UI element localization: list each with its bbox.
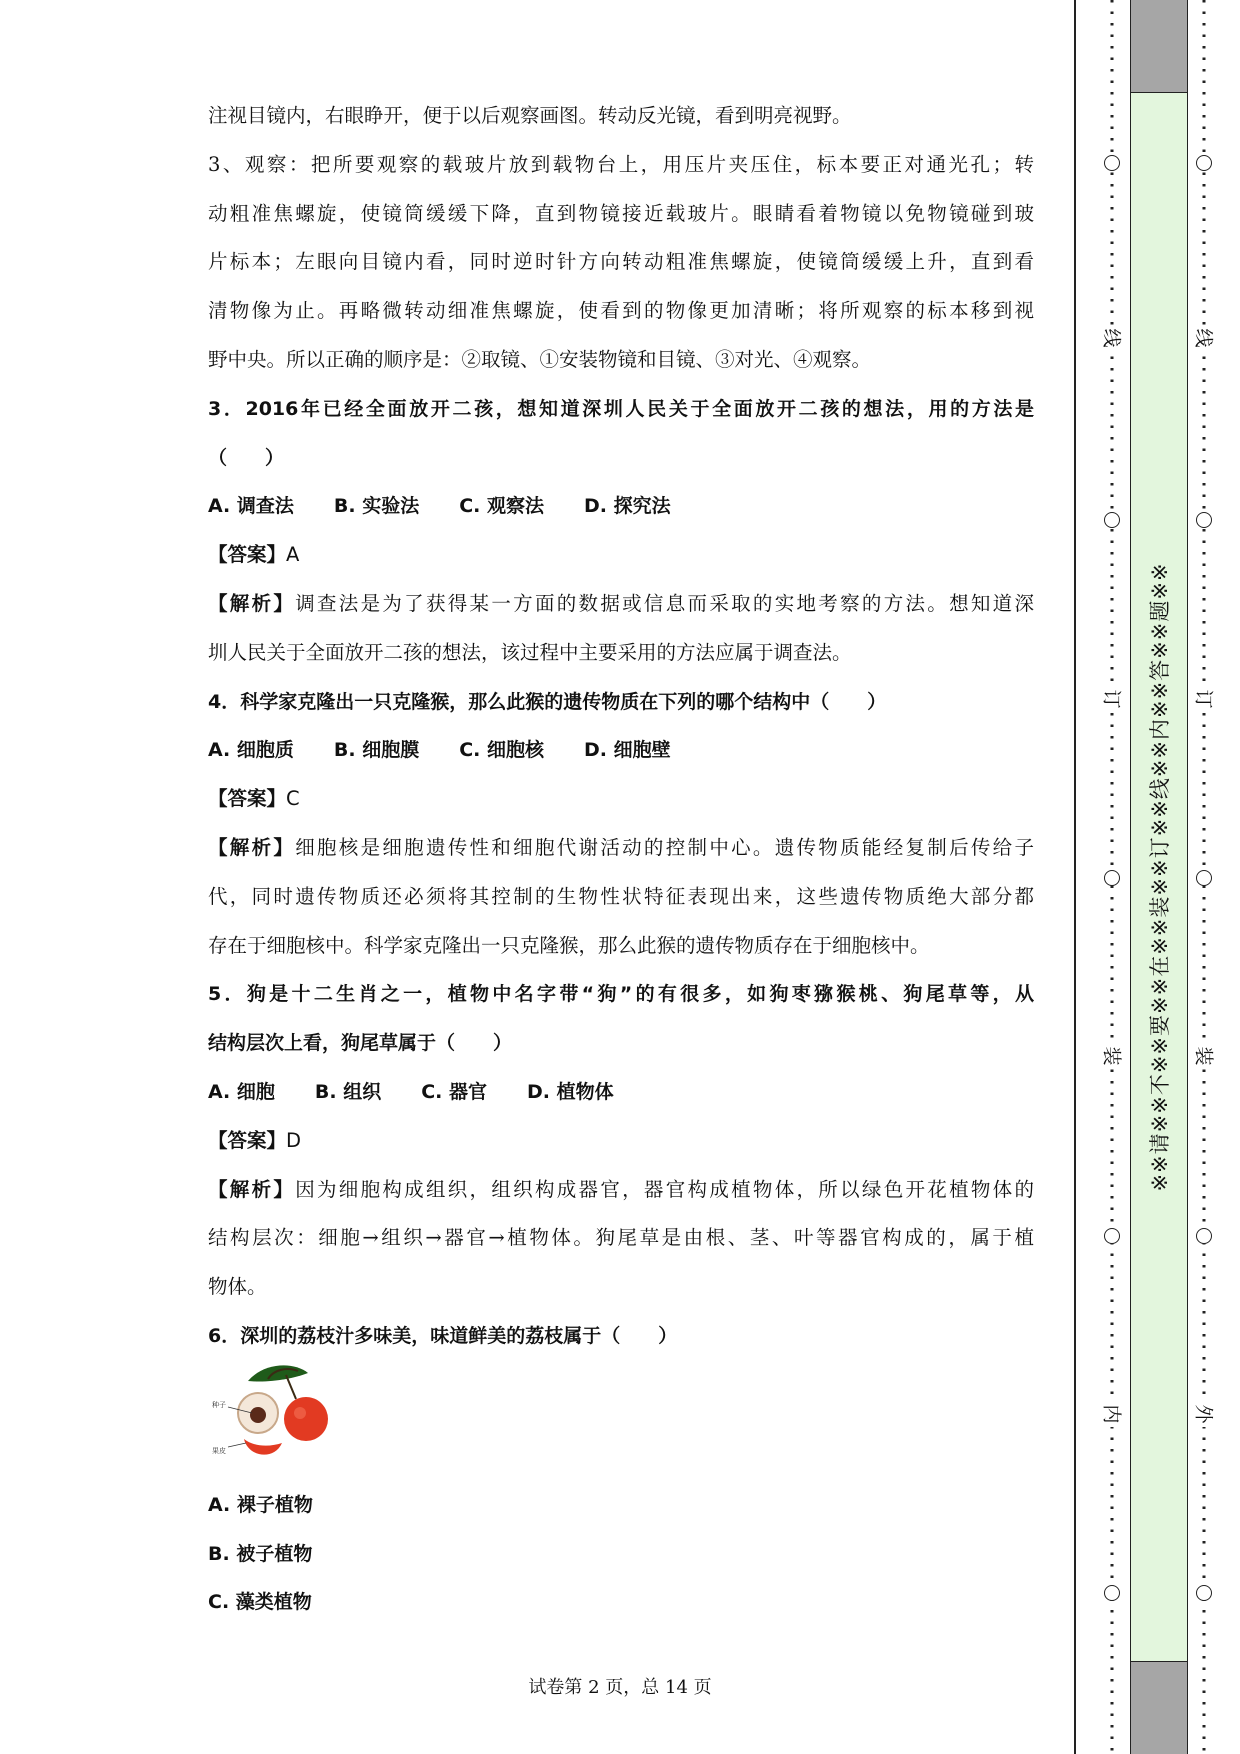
- question-4-options: [208, 726, 1034, 775]
- answer-label: 【答案】: [208, 543, 287, 567]
- text-line: 动粗准焦螺旋，使镜筒缓缓下降，直到物镜接近载玻片。眼睛看着物镜以免物镜碰到玻: [208, 201, 1034, 225]
- binding-hole-circle: [1104, 512, 1120, 528]
- strip-gray-top: [1131, 0, 1187, 92]
- binding-mark-ding: 订: [1191, 686, 1217, 712]
- question-6-option-c: C. 藻类植物: [208, 1591, 312, 1614]
- binding-hole-circle: [1196, 1228, 1212, 1244]
- lychee-seed: [250, 1407, 266, 1423]
- binding-notice-strip: [1130, 0, 1188, 1754]
- option-a: A. 细胞质: [208, 739, 294, 762]
- question-5-stem: 5．狗是十二生肖之一，植物中名字带“狗”的有很多，如狗枣猕猴桃、狗尾草等，从: [208, 983, 1034, 1006]
- text-line: 3、观察：把所要观察的载玻片放到载物台上，用压片夹压住，标本要正对通光孔；转: [208, 152, 1034, 176]
- lychee-whole-fruit: [284, 1397, 328, 1441]
- binding-mark-zhuang: 装: [1099, 1043, 1125, 1069]
- question-4-answer: [208, 775, 1034, 824]
- question-6-option-a: A. 裸子植物: [208, 1493, 313, 1516]
- lychee-stalk: [286, 1375, 296, 1399]
- question-5-stem-cont: 结构层次上看，狗尾草属于（ ）: [208, 1032, 513, 1055]
- binding-mark-line: 线: [1191, 325, 1217, 351]
- question-6-stem: 6．深圳的荔枝汁多味美，味道鲜美的荔枝属于（ ）: [208, 1324, 678, 1347]
- option-d: D. 探究法: [584, 495, 671, 518]
- answer-value: A: [286, 543, 300, 567]
- option-d: D. 细胞壁: [584, 739, 671, 762]
- answer-label: 【答案】: [208, 787, 287, 811]
- binding-hole-circle: [1104, 155, 1120, 171]
- binding-hole-circle: [1196, 870, 1212, 886]
- option-d: D. 植物体: [527, 1080, 614, 1103]
- lychee-leaf: [248, 1365, 308, 1381]
- option-c: C. 器官: [421, 1080, 487, 1103]
- page-footer: 试卷第 2 页，总 14 页: [528, 1677, 712, 1698]
- option-c: C. 细胞核: [459, 739, 544, 762]
- answer-value: C: [286, 787, 300, 811]
- analysis-text: 代，同时遗传物质还必须将其控制的生物性状特征表现出来，这些遗传物质绝大部分都: [208, 884, 1034, 908]
- option-a: A. 调查法: [208, 495, 294, 518]
- analysis-text: 结构层次：细胞→组织→器官→植物体。狗尾草是由根、茎、叶等器官构成的，属于植: [208, 1226, 1034, 1250]
- text-line: 野中央。所以正确的顺序是：②取镜、①安装物镜和目镜、③对光、④观察。: [208, 347, 872, 371]
- analysis-text: 调查法是为了获得某一方面的数据或信息而采取的实地考察的方法。想知道深: [295, 591, 1034, 615]
- binding-hole-circle: [1104, 1585, 1120, 1601]
- option-b: B. 组织: [314, 1080, 382, 1103]
- binding-hole-circle: [1196, 512, 1212, 528]
- question-6-option-b: B. 被子植物: [208, 1542, 313, 1565]
- binding-hole-circle: [1196, 155, 1212, 171]
- analysis-label: 【解析】: [208, 591, 296, 615]
- option-b: B. 实验法: [333, 495, 420, 518]
- binding-mark-wai: 外: [1191, 1401, 1217, 1427]
- figure-label-peel: 果皮: [212, 1446, 226, 1455]
- lychee-peel: [244, 1439, 282, 1455]
- question-3-options: [208, 482, 1034, 531]
- analysis-label: 【解析】: [208, 1177, 296, 1201]
- binding-hole-circle: [1104, 1228, 1120, 1244]
- strip-green-panel: [1131, 92, 1187, 1662]
- question-5-analysis: [208, 1166, 1034, 1215]
- binding-rule: [1074, 0, 1076, 1754]
- analysis-text: 因为细胞构成组织，组织构成器官，器官构成植物体，所以绿色开花植物体的: [295, 1177, 1034, 1201]
- question-5-options: [208, 1068, 1034, 1117]
- text-line: 注视目镜内，右眼睁开，便于以后观察画图。转动反光镜，看到明亮视野。: [208, 104, 852, 127]
- analysis-text: 细胞核是细胞遗传性和细胞代谢活动的控制中心。遗传物质能经复制后传给子: [295, 835, 1034, 859]
- option-c: C. 观察法: [459, 495, 544, 518]
- binding-mark-nei: 内: [1099, 1401, 1125, 1427]
- analysis-text: 圳人民关于全面放开二孩的想法，该过程中主要采用的方法应属于调查法。: [208, 640, 852, 664]
- question-5-answer: [208, 1117, 1034, 1166]
- document-body: [208, 92, 1034, 1627]
- question-4-analysis: [208, 824, 1034, 873]
- lychee-figure: [208, 1361, 1034, 1481]
- question-3-stem: 3．2016年已经全面放开二孩，想知道深圳人民关于全面放开二孩的想法，用的方法是: [208, 397, 1034, 420]
- question-3-bracket: （ ）: [208, 446, 285, 469]
- figure-label-seed: 种子: [212, 1400, 226, 1409]
- no-answer-notice: ※※请※※不※※要※※在※※装※※订※※线※※内※※答※※题※※: [1148, 562, 1172, 1192]
- lychee-highlight: [294, 1407, 306, 1419]
- option-b: B. 细胞膜: [333, 739, 420, 762]
- analysis-text: 存在于细胞核中。科学家克隆出一只克隆猴，那么此猴的遗传物质存在于细胞核中。: [208, 933, 930, 957]
- binding-hole-circle: [1104, 870, 1120, 886]
- binding-mark-zhuang: 装: [1191, 1043, 1217, 1069]
- binding-hole-circle: [1196, 1585, 1212, 1601]
- lychee-illustration: [208, 1361, 348, 1471]
- text-line: 片标本；左眼向目镜内看，同时逆时针方向转动粗准焦螺旋，使镜筒缓缓上升，直到看: [208, 250, 1034, 274]
- analysis-text: 物体。: [208, 1275, 267, 1299]
- text-line: 清物像为止。再略微转动细准焦螺旋，使看到的物像更加清晰；将所观察的标本移到视: [208, 299, 1034, 323]
- option-a: A. 细胞: [208, 1080, 275, 1103]
- question-4-stem: 4．科学家克隆出一只克隆猴，那么此猴的遗传物质在下列的哪个结构中（ ）: [208, 690, 887, 713]
- strip-gray-bottom: [1131, 1662, 1187, 1754]
- peel-pointer: [228, 1443, 246, 1447]
- question-3-analysis: [208, 580, 1034, 629]
- answer-value: D: [286, 1128, 302, 1152]
- question-3-answer: [208, 531, 1034, 580]
- analysis-label: 【解析】: [208, 835, 296, 859]
- answer-label: 【答案】: [208, 1128, 287, 1152]
- binding-mark-line: 线: [1099, 325, 1125, 351]
- binding-mark-ding: 订: [1099, 686, 1125, 712]
